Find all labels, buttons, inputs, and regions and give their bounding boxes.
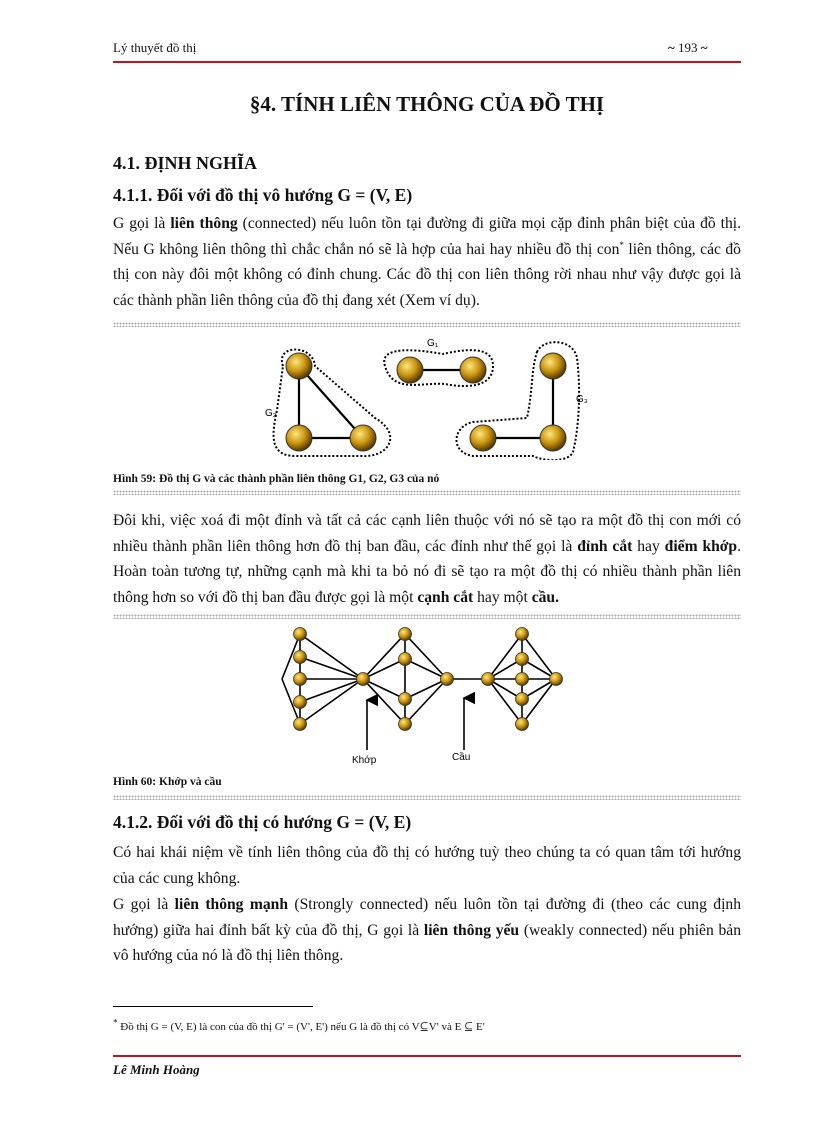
ornament-left-icon: ~: [668, 40, 675, 55]
node: [516, 628, 529, 641]
node: [460, 357, 486, 383]
node: [294, 628, 307, 641]
subsection-heading-2: 4.1.2. Đối với đồ thị có hướng G = (V, E): [113, 812, 412, 832]
paragraph-4: G gọi là liên thông mạnh (Strongly connected) nếu luôn tồn tại đường đi (theo các cung định hướng) giữa hai đỉnh bất kỳ của đồ thị, G gọi là liên thông yếu (weakly connected) nếu phiên bản vô hướng của nó là đồ thị liên thông.: [113, 896, 742, 964]
subsection-heading-1: 4.1.1. Đối với đồ thị vô hướng G = (V, E): [113, 185, 413, 205]
node: [286, 353, 312, 379]
node: [294, 696, 307, 709]
ornament-right-icon: ~: [700, 40, 708, 55]
label-g2: G₂: [265, 408, 277, 419]
node: [286, 425, 312, 451]
node: [350, 425, 376, 451]
node: [516, 673, 529, 686]
divider-dotted: [113, 795, 741, 800]
node: [399, 628, 412, 641]
paragraph-2: Đôi khi, việc xoá đi một đỉnh và tất cả các cạnh liên thuộc với nó sẽ tạo ra một đồ thị con mới có nhiều thành phần liên thông hơn đồ thị ban đầu, các đỉnh như thế gọi là đỉnh cắt hay điểm khớp. Hoàn toàn tương tự, những cạnh mà khi ta bỏ nó đi sẽ tạo ra một đồ thị có nhiều thành phần liên thông hơn so với đồ thị ban đầu được gọi là một cạnh cắt hay một cầu.: [113, 512, 741, 606]
label-g1: G₁: [427, 338, 439, 349]
node: [294, 673, 307, 686]
page-title: §4. TÍNH LIÊN THÔNG CỦA ĐỒ THỊ: [249, 92, 605, 116]
label-g3: G₃: [576, 394, 588, 405]
paragraph-3: Có hai khái niệm về tính liên thông của đồ thị có hướng tuỳ theo chúng ta có quan tâm tới hướng của các cung không.: [113, 844, 741, 887]
figure-59: [255, 330, 595, 460]
divider-dotted: [113, 322, 741, 327]
figure-60-caption: Hình 60: Khớp và cầu: [113, 776, 222, 788]
node: [550, 673, 563, 686]
footnote-rule: [113, 1006, 313, 1007]
node: [482, 673, 495, 686]
figure-60: [280, 622, 580, 772]
node: [397, 357, 423, 383]
author: Lê Minh Hoàng: [113, 1062, 200, 1077]
divider-dotted: [113, 490, 741, 495]
label-khop: Khớp: [352, 755, 377, 766]
label-cau: Cầu: [452, 752, 471, 763]
node: [399, 718, 412, 731]
figure-59-caption: Hình 59: Đồ thị G và các thành phần liên thông G1, G2, G3 của nó: [113, 473, 440, 485]
node: [399, 653, 412, 666]
header-page: [668, 40, 708, 56]
footer-rule: [113, 1055, 741, 1057]
node: [540, 353, 566, 379]
paragraph-1: G gọi là liên thông (connected) nếu luôn tồn tại đường đi giữa mọi cặp đỉnh phân biệt của đồ thị. Nếu G không liên thông thì chắc chắn nó sẽ là hợp của hai hay nhiều đồ thị con* liên thông, các đồ thị con này đôi một không có đỉnh chung. Các đồ thị con liên thông rời nhau như vậy được gọi là các thành phần liên thông của đồ thị đang xét (Xem ví dụ).: [113, 215, 741, 309]
node: [516, 718, 529, 731]
footnote: * Đồ thị G = (V, E) là con của đồ thị G' = (V', E') nếu G là đồ thị có V⊆V' và E ⊆ E': [113, 1017, 485, 1033]
node: [294, 651, 307, 664]
section-heading: 4.1. ĐỊNH NGHĨA: [113, 153, 258, 173]
page-number: 193: [678, 40, 698, 55]
node: [540, 425, 566, 451]
node: [516, 653, 529, 666]
node: [357, 673, 370, 686]
header-rule: [113, 61, 741, 63]
node: [441, 673, 454, 686]
header-title: Lý thuyết đồ thị: [113, 40, 197, 55]
node: [399, 693, 412, 706]
node: [294, 718, 307, 731]
node: [470, 425, 496, 451]
divider-dotted: [113, 614, 741, 619]
node: [516, 693, 529, 706]
